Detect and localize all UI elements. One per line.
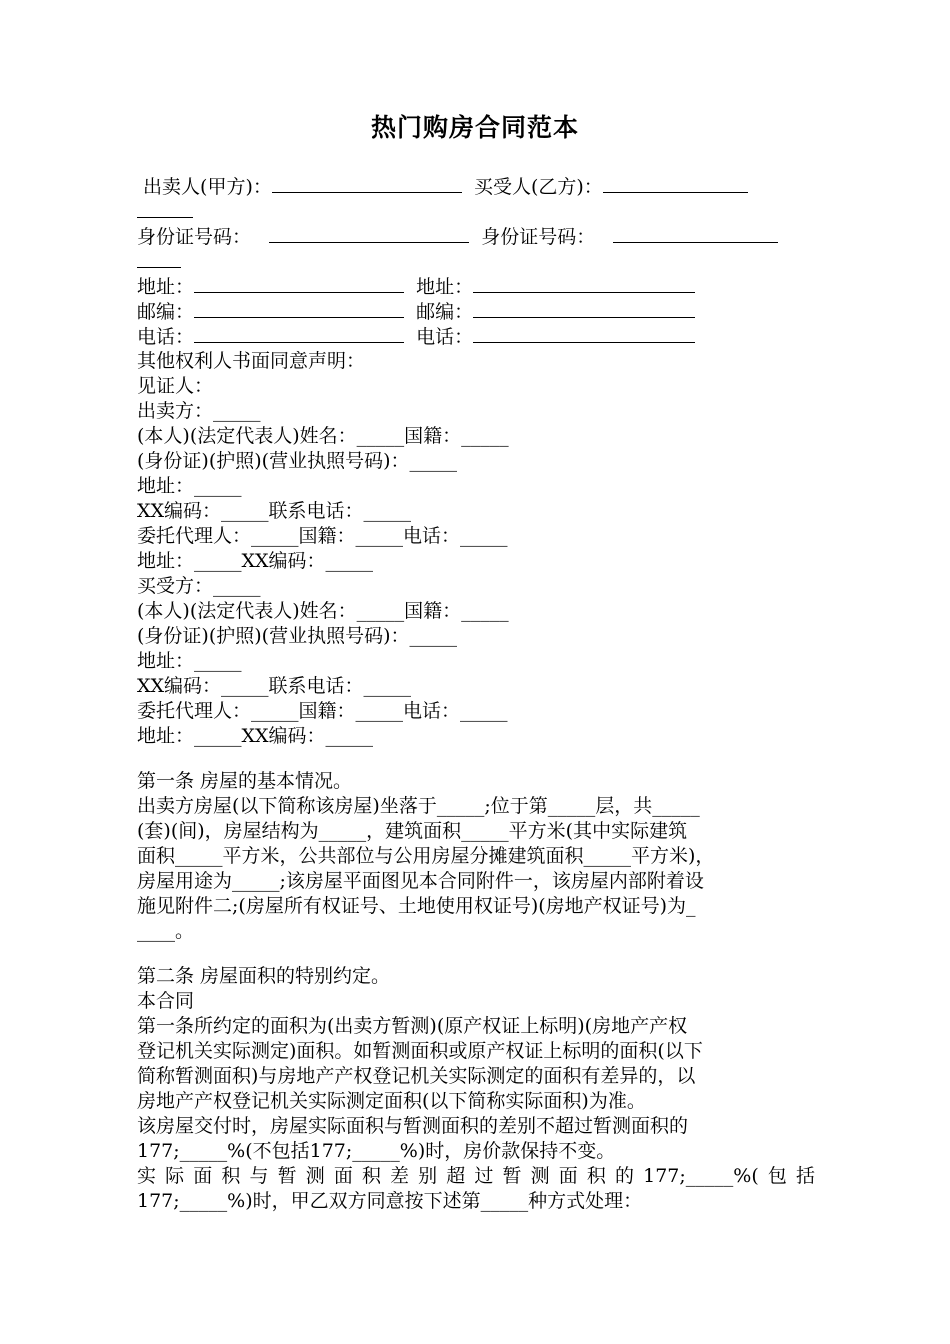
other-rights-line: 其他权利人书面同意声明： (137, 350, 366, 372)
seller-code: XX编码：_____联系电话：_____ (137, 500, 412, 522)
article2-line: 登记机关实际测定)面积。如暂测面积或原产权证上标明的面积(以下 (137, 1040, 703, 1062)
article1-line: 施见附件二;(房屋所有权证号、土地使用权证号)(房地产权证号)为_ (137, 895, 696, 917)
buyer-label: 买受人(乙方)： (473, 176, 603, 198)
witness-line: 见证人： (137, 375, 214, 397)
article1-line: (套)(间)，房屋结构为_____，建筑面积_____平方米(其中实际建筑 (137, 820, 688, 842)
seller-agent-address: 地址：_____XX编码：_____ (137, 550, 374, 572)
seller-label: 出卖人(甲方)： (143, 176, 272, 198)
article2-line: 177;_____%(不包括177;_____%)时，房价款保持不变。 (137, 1140, 616, 1162)
buyer-title: 买受方：_____ (137, 575, 261, 597)
party-line (137, 174, 815, 199)
article2-line: 第一条所约定的面积为(出卖方暂测)(原产权证上标明)(房地产产权 (137, 1015, 688, 1037)
buyer-agent: 委托代理人：_____国籍：_____电话：_____ (137, 700, 508, 722)
seller-id: (身份证)(护照)(营业执照号码)：_____ (137, 450, 457, 472)
article2-heading: 第二条 房屋面积的特别约定。 (137, 965, 391, 987)
zip-line (137, 299, 815, 324)
buyer-agent-address: 地址：_____XX编码：_____ (137, 725, 374, 747)
seller-address: 地址：_____ (137, 475, 242, 497)
phone-label-2: 电话： (416, 326, 474, 348)
address-line (137, 274, 815, 299)
id-line-wrap (137, 249, 815, 274)
article1-line: 房屋用途为_____;该房屋平面图见本合同附件一，该房屋内部附着设 (137, 870, 704, 892)
article2-line: 简称暂测面积)与房地产产权登记机关实际测定的面积有差异的，以 (137, 1065, 696, 1087)
article2-line: 该房屋交付时，房屋实际面积与暂测面积的差别不超过暂测面积的 (137, 1115, 689, 1137)
article2-line: 实际面积与暂测面积差别超过暂测面积的177;_____%(包括 (137, 1165, 815, 1187)
article2-line: 房地产产权登记机关实际测定面积(以下简称实际面积)为准。 (137, 1090, 646, 1112)
article1-line: 面积_____平方米，公共部位与公用房屋分摊建筑面积_____平方米)， (137, 845, 715, 867)
party-line-wrap (137, 199, 815, 224)
buyer-blank-wrap (137, 199, 193, 218)
id-line (137, 224, 815, 249)
spacer (137, 749, 815, 769)
buyer-id: (身份证)(护照)(营业执照号码)：_____ (137, 625, 457, 647)
id-label-2: 身份证号码： (481, 226, 596, 248)
article1-line: 出卖方房屋(以下简称该房屋)坐落于_____;位于第_____层，共_____ (137, 795, 700, 817)
zip-label-2: 邮编： (416, 301, 474, 323)
phone-blank-2 (473, 324, 695, 343)
buyer-code: XX编码：_____联系电话：_____ (137, 675, 412, 697)
buyer-name: (本人)(法定代表人)姓名：_____国籍：_____ (137, 600, 509, 622)
address-label-2: 地址： (416, 276, 474, 298)
phone-line (137, 324, 815, 349)
article1-line: ____。 (137, 920, 195, 942)
spacer (137, 944, 815, 964)
document-title: 热门购房合同范本 (370, 113, 579, 142)
seller-blank (272, 174, 462, 193)
seller-agent: 委托代理人：_____国籍：_____电话：_____ (137, 525, 508, 547)
zip-blank-2 (473, 299, 695, 318)
document-body (137, 174, 815, 1214)
zip-blank-1 (194, 299, 404, 318)
id-blank-2 (613, 224, 778, 243)
phone-blank-1 (194, 324, 404, 343)
article1-heading: 第一条 房屋的基本情况。 (137, 770, 353, 792)
buyer-address: 地址：_____ (137, 650, 242, 672)
seller-title: 出卖方：_____ (137, 400, 261, 422)
address-label-1: 地址： (137, 276, 195, 298)
buyer-blank (603, 174, 748, 193)
seller-name: (本人)(法定代表人)姓名：_____国籍：_____ (137, 425, 509, 447)
address-blank-1 (194, 274, 404, 293)
phone-label-1: 电话： (137, 326, 195, 348)
id-blank-1 (269, 224, 469, 243)
id-blank-wrap (137, 249, 181, 268)
id-label-1: 身份证号码： (137, 226, 252, 248)
article2-line: 本合同 (137, 990, 195, 1012)
article2-line: 177;_____%)时，甲乙双方同意按下述第_____种方式处理： (137, 1190, 643, 1212)
zip-label-1: 邮编： (137, 301, 195, 323)
address-blank-2 (473, 274, 695, 293)
